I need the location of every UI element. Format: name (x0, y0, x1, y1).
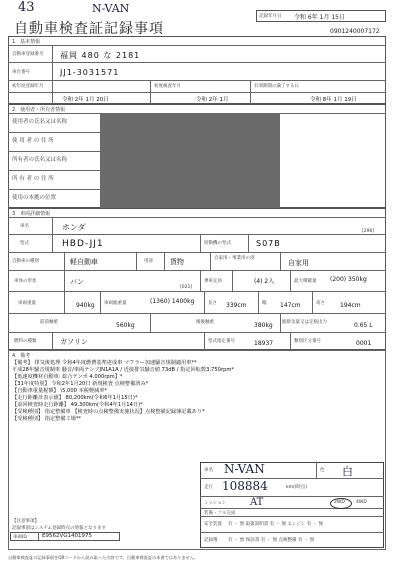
type-approval-value: 18937 (254, 340, 274, 347)
use-value: 貨物 (170, 258, 184, 266)
displacement-value: 0.65 L (354, 322, 373, 329)
weight-value: 940kg (76, 302, 95, 309)
remark-line: 【受検種別】 指定整備車 【検査時の点検整備実施状況】点検整備記録簿記載あり* (12, 409, 205, 415)
gross-weight-value: (1360) 1400kg (150, 298, 195, 305)
card-car-name-value: N-VAN (224, 462, 265, 476)
type-approval-label: 型式指定番号 (208, 339, 235, 344)
document-title: 自動車検査証記録事項 (14, 21, 164, 37)
max-load-value: (200) 350kg (330, 276, 367, 283)
remark-line: 【自動車重量税額】 \5,000 本税軽減率* (12, 388, 108, 394)
card-mission-value: AT (250, 497, 264, 508)
rear-axle-value: 380kg (254, 322, 273, 329)
redaction-block (100, 113, 280, 208)
remark-line: 【受検種別】 指定整備工場** (12, 416, 82, 422)
card-color-label: 色 (320, 468, 325, 473)
card-drive-2wd: 2WD (334, 500, 345, 505)
footer-contact-label: 【注意事項】 (12, 519, 39, 524)
width-label: 幅 (262, 301, 267, 306)
capacity-value: (4) 2人 (254, 278, 275, 285)
chassis-label: 車台番号 (12, 70, 30, 75)
model-label: 型式 (20, 241, 29, 246)
registration-value: 福岡 480 な 2181 (60, 51, 141, 60)
card-row1-label: 安全装置 (204, 522, 222, 527)
first-inspection-value: 令和 2年 1月 (196, 97, 229, 103)
engine-label: 原動機の型式 (204, 241, 231, 246)
card-row1-text: 有 ・ 無 取扱説明書 有 ・ 無 エンジン 有 ・ 無 (228, 522, 324, 527)
section1-title: 1．基本情報 (12, 39, 41, 45)
remark-line: 【走行距離計表示値】 80,200km(令和6年1月15日)* (12, 395, 138, 401)
length-label: 長さ (208, 301, 217, 306)
footer-disclaimer: 自動車検査証の記録事項をQRコードから読み取った内容です。自動車検査証の本書ではありません。 (8, 555, 199, 560)
card-color-value: 白 (342, 465, 353, 478)
card-drive-4wd: 4WD (356, 500, 367, 505)
displacement-label: 総排気量又は定格出力 (282, 320, 327, 325)
first-inspection-label: 初度検査年月 (154, 84, 181, 89)
fuel-value: ガソリン (60, 338, 88, 346)
handwritten-model: N-VAN (92, 2, 130, 15)
remark-line: 【31年度特別】 令和2年1月20日 新規検査 点検整備済み* (12, 381, 149, 387)
footer-contact-text: 記録事項はシステム登録時点の情報となります (12, 526, 107, 531)
user-address-label: 使 用 者 の 住 所 (12, 138, 54, 144)
model-value: HBD-JJ1 (62, 239, 104, 249)
maker-value: ホンダ (62, 223, 86, 232)
max-load-label: 最大積載量 (294, 279, 317, 284)
body-label: 車体の形状 (14, 279, 37, 284)
card-car-name-label: 車名 (204, 468, 213, 473)
handwritten-number: 43 (18, 0, 35, 15)
business-label: 自家用・事業用の別 (214, 256, 255, 261)
weight-label: 車両重量 (18, 301, 36, 306)
remark-line: 平成28年騒音規制車 騒音/車両テンプJN1A1A / 近接排気騒音値 73dB / 指定回転数3,750rpm* (12, 367, 235, 373)
fuel-label: 燃料の種類 (14, 339, 37, 344)
owner-address-label: 所 有 者 の 住 所 (12, 176, 54, 182)
chassis-value: JJ1-3031571 (60, 68, 120, 77)
width-value: 147cm (280, 302, 301, 309)
class-label: 類別区分番号 (294, 339, 321, 344)
vehicle-id-label: 車両ID (13, 535, 27, 540)
remark-line: 【前回検査時走行距離】 49,300km(令和4年1月14日)* (12, 402, 143, 408)
use-label: 用途 (144, 259, 153, 264)
section4-title: 4．備考 (12, 353, 31, 359)
remark-line: 【低速度機材自動車: 総合テンポ 4,000rpm】* (12, 374, 123, 380)
card-row2-label: 記録簿 (204, 538, 218, 543)
body-value: バン (70, 278, 84, 286)
class-value: 0001 (356, 340, 372, 347)
card-row2-text: 有 ・ 無 保証書 有 ・ 無 点検整備 有 ・ 無 (228, 538, 315, 543)
kind-label: 自動車の種別 (12, 259, 39, 264)
card-mileage-value: 108884 (222, 479, 268, 493)
kind-value: 軽自動車 (70, 258, 98, 266)
issue-date-value: 令和 6年 1月 15日 (294, 14, 345, 21)
remark-line: 【備考】 排気後処理 令和4年度燃費基準達成車 マフラー加速騒音規制適用車** (12, 360, 197, 366)
maker-label: 車名 (20, 224, 29, 229)
maker-code: [296] (362, 229, 375, 234)
card-mission-label: ミッション (204, 501, 227, 506)
engine-value: S07B (256, 239, 281, 248)
vehicle-id-value: E9562VG1401975 (42, 533, 92, 539)
body-code: [021] (180, 285, 193, 290)
section2-title: 2．使用者・所有者情報 (12, 107, 66, 113)
length-value: 339cm (226, 302, 247, 309)
expiry-value: 令和 8年 1月 19日 (310, 97, 357, 103)
first-registration-label: 初年度登録年月 (12, 84, 44, 89)
first-registration-value: 令和 2年 1月 20日 (62, 97, 109, 103)
expiry-label: 有効期間の満了する日 (254, 84, 299, 89)
owner-name-label: 所有者の氏名又は名称 (12, 157, 68, 163)
gross-weight-label: 車両総重量 (104, 301, 127, 306)
card-mileage-unit: km/(時点) (286, 485, 308, 490)
user-name-label: 使用者の氏名又は名称 (12, 119, 68, 125)
capacity-label: 乗車定員 (204, 279, 222, 284)
business-value: 自家用 (288, 259, 309, 267)
document-number: 0901240007172 (330, 28, 380, 35)
height-value: 194cm (340, 302, 361, 309)
base-location-label: 使用の本拠の位置 (12, 195, 57, 201)
card-options-label: 装備・フル完成 (204, 511, 236, 516)
issue-date-label: 記録年月日 (259, 14, 282, 19)
front-axle-value: 560kg (116, 322, 135, 329)
section3-title: 3．車両詳細情報 (12, 211, 51, 217)
registration-label: 自動車登録番号 (12, 52, 44, 57)
front-axle-label: 前前軸重 (40, 320, 58, 325)
rear-axle-label: 後後軸重 (196, 320, 214, 325)
height-label: 高さ (316, 301, 325, 306)
card-mileage-label: 走行 (204, 485, 213, 490)
